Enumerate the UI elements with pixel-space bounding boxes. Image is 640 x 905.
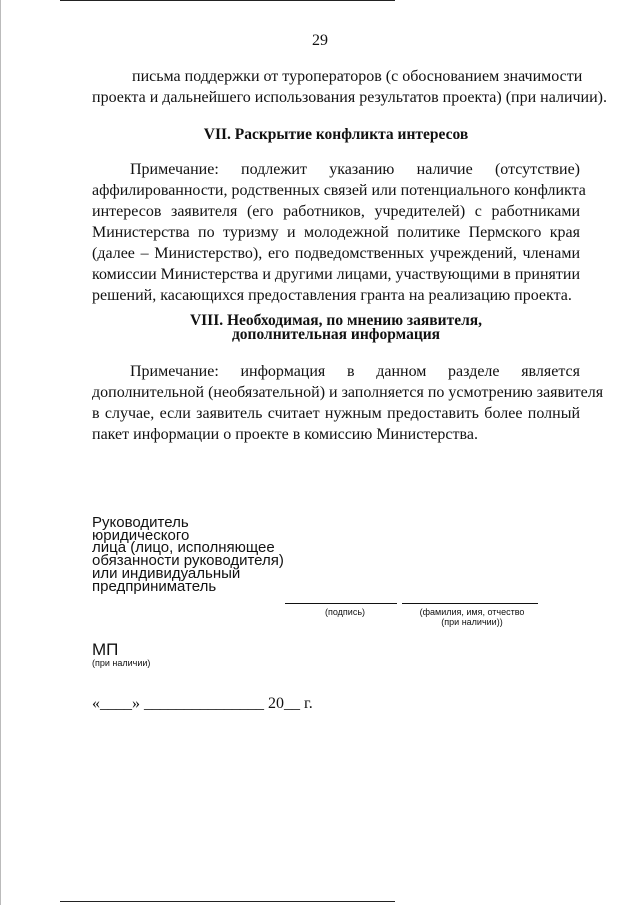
signature-line bbox=[285, 603, 397, 604]
bottom-edge-line bbox=[60, 901, 395, 902]
intro-line: проекта и дальнейшего использования результатов проекта) (при наличии). bbox=[92, 89, 608, 106]
name-caption bbox=[402, 607, 542, 627]
intro-line: письма поддержки от туроператоров (с обоснованием значимости bbox=[132, 68, 583, 85]
role-line: или индивидуальный bbox=[92, 564, 241, 582]
note-line: дополнительной (необязательной) и заполняется по усмотрению заявителя bbox=[92, 384, 604, 401]
stamp-note: (при наличии) bbox=[92, 658, 151, 668]
section-8-heading-line1: VIII. Необходимая, по мнению заявителя, bbox=[189, 312, 483, 329]
intro-paragraph bbox=[92, 66, 608, 108]
page-number: 29 bbox=[312, 32, 328, 49]
note-line: Примечание: информация в данном разделе является bbox=[130, 363, 580, 380]
section-8-heading-line2: дополнительная информация bbox=[231, 326, 441, 343]
note-line: интересов заявителя (его работников, учредителей) с работниками bbox=[92, 203, 580, 220]
section-7-note bbox=[92, 159, 586, 306]
signature-caption: (подпись) bbox=[324, 607, 366, 617]
role-line: обязанности руководителя) bbox=[92, 552, 284, 570]
note-line: комиссии Министерства и другими лицами, участвующими в принятии bbox=[92, 266, 581, 283]
signatory-role bbox=[92, 514, 284, 595]
stamp-label: МП bbox=[92, 640, 119, 659]
section-8-note bbox=[92, 361, 604, 445]
role-line: предприниматель bbox=[92, 577, 217, 595]
section-8-heading bbox=[92, 314, 580, 342]
note-line: пакет информации о проекте в комиссию Министерства. bbox=[92, 426, 478, 443]
note-line: Министерства по туризму и молодежной политике Пермского края bbox=[92, 224, 580, 241]
note-line: (далее – Министерство), его подведомственных учреждений, членами bbox=[92, 245, 580, 262]
date-line: «____» _______________ 20__ г. bbox=[92, 695, 313, 712]
role-line: Руководитель bbox=[92, 514, 189, 531]
left-edge-line bbox=[0, 0, 1, 905]
name-caption-line1: (фамилия, имя, отчество bbox=[419, 607, 525, 617]
note-line: Примечание: подлежит указанию наличие (отсутствие) bbox=[130, 161, 580, 178]
note-line: в случае, если заявитель считает нужным предоставить более полный bbox=[92, 405, 580, 422]
section-7-heading: VII. Раскрытие конфликта интересов bbox=[203, 126, 469, 143]
name-line bbox=[402, 603, 538, 604]
note-line: аффилированности, родственных связей или потенциального конфликта bbox=[92, 182, 586, 199]
role-line: лица (лицо, исполняющее bbox=[92, 539, 275, 557]
role-line: юридического bbox=[92, 526, 190, 544]
name-caption-line2: (при наличии)) bbox=[441, 617, 503, 627]
note-line: решений, касающихся предоставления гранта на реализацию проекта. bbox=[92, 287, 572, 304]
top-edge-line bbox=[60, 0, 395, 1]
